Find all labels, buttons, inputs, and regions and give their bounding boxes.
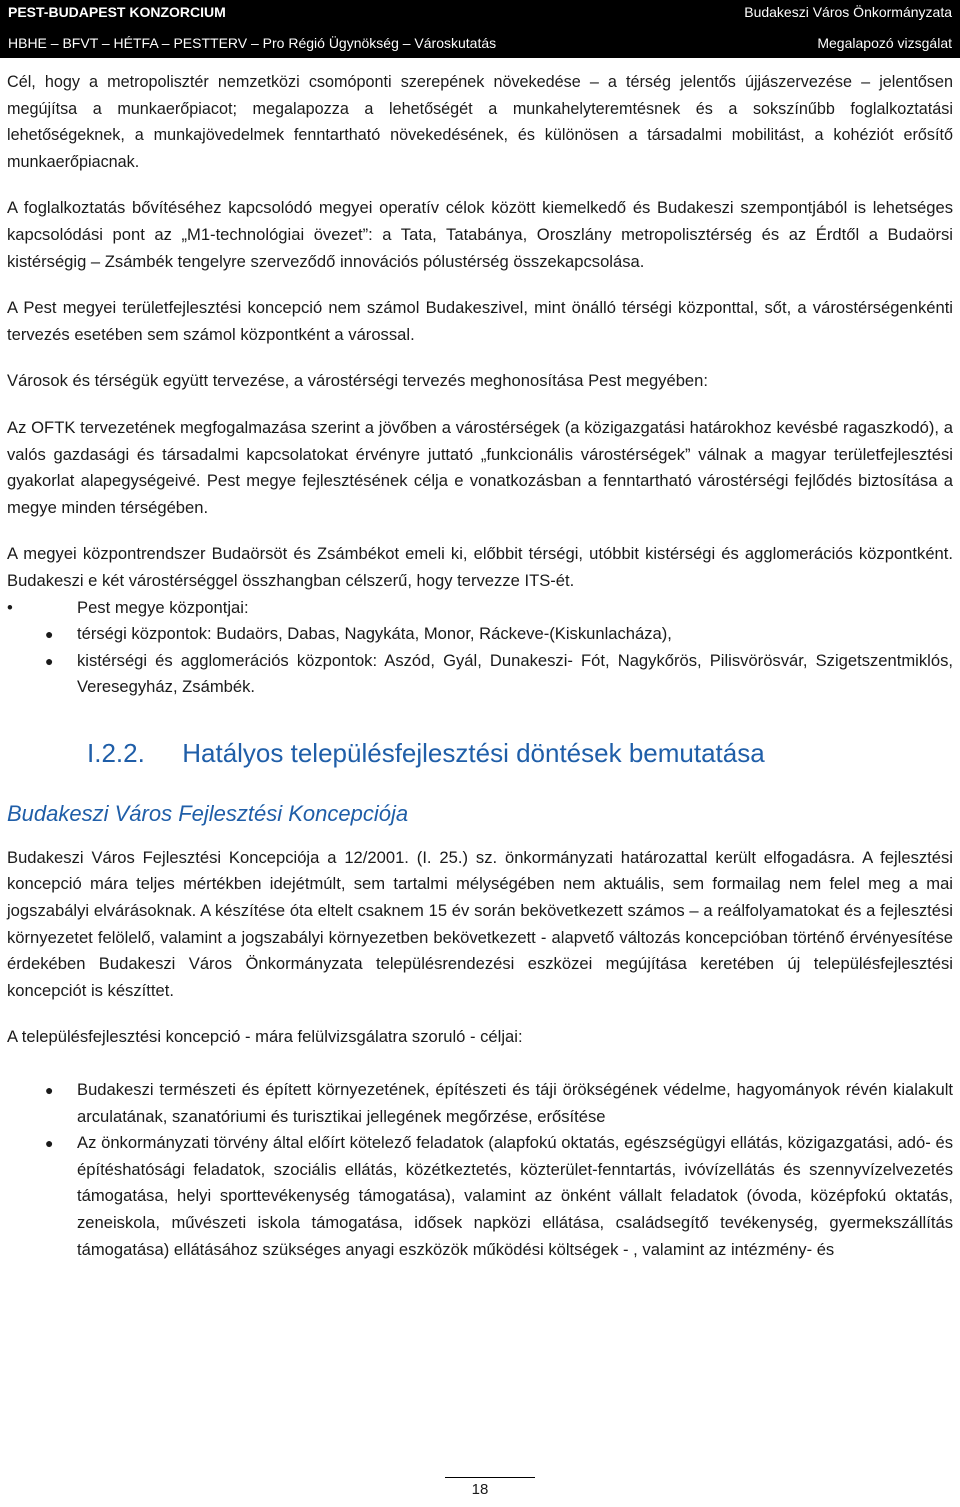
- bullet-icon: ●: [45, 652, 54, 669]
- section-heading: [7, 735, 953, 771]
- footer-divider: [445, 1477, 535, 1478]
- page-number: 18: [471, 1481, 489, 1498]
- paragraph: A megyei központrendszer Budaörsöt és Zsámbékot emeli ki, előbbit térségi, utóbbit kistérségi és agglomerációs központként. Budakeszi e két várostérséggel összhangban célszerű, hogy tervezze ITS-ét.: [7, 544, 953, 590]
- section-title: Hatályos településfejlesztési döntések bemutatása: [182, 737, 765, 768]
- list-item: ● kistérségi és agglomerációs központok: Aszód, Gyál, Dunakeszi- Fót, Nagykőrös, Pilisvörösvár, Szigetszentmiklós, Veresegyház, Zsámbék.: [7, 648, 953, 701]
- paragraph: Az OFTK tervezetének megfogalmazása szerint a jövőben a várostérségek (a közigazgatási határokhoz kevésbé ragaszkodó), a valós gazdasági és társadalmi kapcsolatokat érvényre juttató „funkcionális várostérségek” válnak a magyar területfejlesztési gyakorlat alapegységeivé. Pest megye fejlesztésének célja e vonatkozásban a fenntartható várostérségi fejlődés biztosítása a megye minden térségében.: [7, 417, 953, 517]
- paragraph: A foglalkoztatás bővítéséhez kapcsolódó megyei operatív célok között kiemelkedő és Budakeszi szempontjából is lehetséges kapcsolódási pont az „M1-technológiai övezet”: a Tata, Tatabánya, Oroszlány metropolisztérség és az Érdtől a Budaörsi kistérségig – Zsámbék tengelyre szerveződő innovációs pólustérség összekapcsolása.: [7, 198, 953, 271]
- subsection-heading: Budakeszi Város Fejlesztési Koncepciója: [7, 800, 409, 826]
- bullet-icon: ●: [45, 1082, 54, 1099]
- centers-list-heading: [7, 595, 953, 622]
- list-item: ● Budakeszi természeti és épített környezetének, építészeti és táji örökségének védelme, hagyományok révén kialakult arculatának, szanatóriumi és turisztikai jellegének megőrzése, erősítése: [7, 1077, 953, 1130]
- list-item: ● Az önkormányzati törvény által előírt kötelező feladatok (alapfokú oktatás, egészségügyi ellátás, közigazgatási, adó- és építéshatósági feladatok, szociális ellátás, közétkeztetés, közterület-fenntartás, ivóvízellátás és szennyvízelvezetés támogatása, helyi sporttevékenység támogatása), valamint az önként vállalt feladatok (óvoda, középfokú oktatás, zeneiskola, művészeti iskola támogatása, idősek napközi ellátása, családsegítő tevékenység, gyermekszállítás támogatása) ellátásához szükséges anyagi eszközök működési költségek - , valamint az intézmény- és: [7, 1130, 953, 1263]
- list-item: • Pest megye központjai:: [7, 595, 953, 622]
- goals-list: [7, 1077, 953, 1263]
- bullet-icon: •: [7, 597, 13, 617]
- document-type: Megalapozó vizsgálat: [817, 35, 952, 51]
- page-body: [7, 69, 953, 1263]
- paragraph: Cél, hogy a metropolisztér nemzetközi csomóponti szerepének növekedése – a térség jelentős újjászervezése – jelentősen megújítsa a munkaerőpiacot; megalapozza a lehetőségét a munkahelyteremtésnek és a sokszínűbb foglalkoztatási lehetőségeknek, a munkajövedelmek fenntartható növekedésének, és különösen a társadalmi mobilitást, a kohéziót erősítő munkaerőpiacnak.: [7, 73, 953, 171]
- centers-list: [7, 621, 953, 701]
- municipality-name: Budakeszi Város Önkormányzata: [744, 4, 952, 20]
- list-item: ● térségi központok: Budaörs, Dabas, Nagykáta, Monor, Ráckeve-(Kiskunlacháza),: [7, 621, 953, 648]
- paragraph: Városok és térségük együtt tervezése, a várostérségi tervezés meghonosítása Pest megyében:: [7, 371, 708, 391]
- section-number: I.2.2.: [87, 737, 145, 768]
- bullet-icon: ●: [45, 1135, 54, 1152]
- consortium-name: PEST-BUDAPEST KONZORCIUM: [8, 4, 226, 20]
- paragraph: A településfejlesztési koncepció - mára felülvizsgálatra szoruló - céljai:: [7, 1027, 523, 1047]
- partner-list: HBHE – BFVT – HÉTFA – PESTTERV – Pro Régió Ügynökség – Városkutatás: [8, 35, 497, 51]
- paragraph: Budakeszi Város Fejlesztési Koncepciója a 12/2001. (I. 25.) sz. önkormányzati határozattal került elfogadásra. A fejlesztési koncepció mára teljes mértékben idejétmúlt, sem tartalmi mélységében nem aktuális, sem formailag nem felel meg a mai jogszabályi elvárásoknak. A készítése óta eltelt csaknem 15 év során bekövetkezett számos – a reálfolyamatokat és a fejlesztési környezetet felölelő, valamint a jogszabályi környezetben bekövetkezett - alapvető változás koncepcióban történő érvényesítése érdekében Budakeszi Város Önkormányzata településrendezési eszközei megújítása keretében új településfejlesztési koncepciót is készíttet.: [7, 847, 953, 1000]
- bullet-icon: ●: [45, 626, 54, 643]
- paragraph: A Pest megyei területfejlesztési koncepció nem számol Budakeszivel, mint önálló térségi központtal, sőt, a várostérségenkénti tervezés esetében sem számol központként a várossal.: [7, 298, 953, 344]
- page-header: [0, 0, 960, 58]
